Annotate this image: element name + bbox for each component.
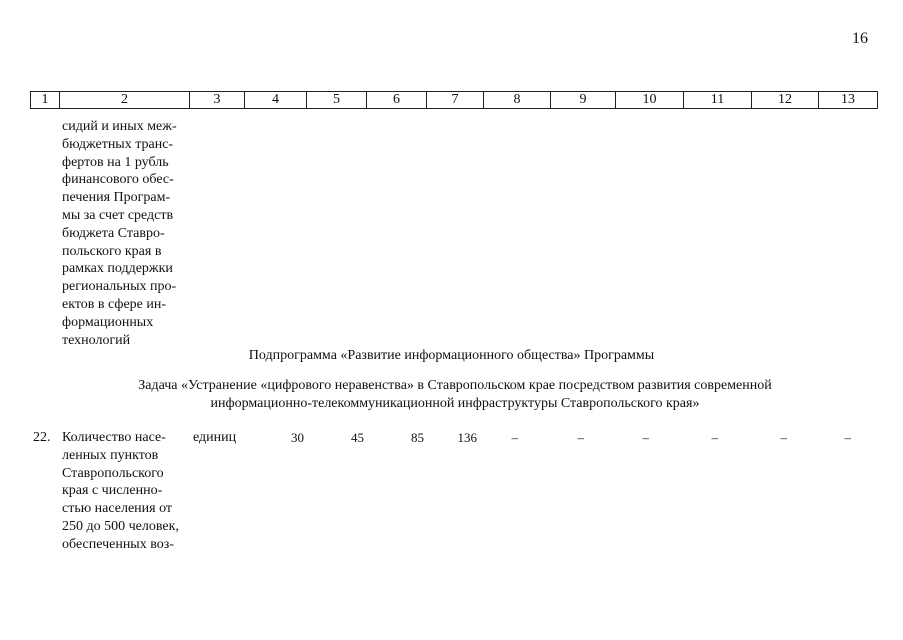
column-number: 13 bbox=[819, 92, 878, 109]
value-cell: – bbox=[844, 430, 851, 445]
unit-of-measure: единиц bbox=[193, 430, 237, 445]
task-title bbox=[100, 377, 810, 413]
text-line: печения Програм- bbox=[62, 190, 171, 206]
text-line: финансового обес- bbox=[62, 172, 174, 188]
row-number: 22. bbox=[33, 430, 51, 445]
text-line: Количество насе- bbox=[62, 430, 166, 445]
column-number: 9 bbox=[551, 92, 616, 109]
text-line: ектов в сфере ин- bbox=[62, 296, 167, 312]
task-title-line: Задача «Устранение «цифрового неравенства» в Ставропольском крае посредством развития современной bbox=[138, 378, 772, 393]
text-line: ленных пунктов bbox=[62, 447, 159, 463]
text-line: формационных bbox=[62, 314, 154, 330]
value-cell: 136 bbox=[457, 430, 477, 445]
value-cell: 85 bbox=[411, 430, 424, 445]
column-number: 8 bbox=[484, 92, 551, 109]
text-line: мы за счет средств bbox=[62, 207, 174, 223]
value-cell: 45 bbox=[351, 430, 364, 445]
text-line: региональных про- bbox=[62, 279, 177, 295]
column-number: 12 bbox=[752, 92, 819, 109]
page-number: 16 bbox=[852, 30, 868, 47]
text-line: 250 до 500 человек, bbox=[62, 518, 179, 534]
text-line: бюджетных транс- bbox=[62, 136, 174, 152]
column-number: 1 bbox=[31, 92, 60, 109]
value-cell: – bbox=[780, 430, 787, 445]
text-line: бюджета Ставро- bbox=[62, 225, 165, 241]
column-number: 7 bbox=[427, 92, 484, 109]
column-number-header bbox=[30, 91, 878, 109]
column-number: 3 bbox=[190, 92, 245, 109]
subprogram-title: Подпрограмма «Развитие информационного общества» Программы bbox=[248, 348, 655, 363]
column-number: 10 bbox=[616, 92, 684, 109]
value-cell: – bbox=[511, 430, 518, 445]
text-line: обеспеченных воз- bbox=[62, 536, 174, 552]
column-number: 6 bbox=[367, 92, 427, 109]
value-cell: – bbox=[711, 430, 718, 445]
text-line: края с численно- bbox=[62, 483, 163, 499]
column-number: 4 bbox=[245, 92, 307, 109]
text-line: технологий bbox=[62, 332, 131, 348]
text-line: польского края в bbox=[62, 243, 162, 259]
column-number: 5 bbox=[307, 92, 367, 109]
continued-indicator-name bbox=[62, 118, 188, 349]
text-line: фертов на 1 рубль bbox=[62, 154, 169, 170]
task-title-line: информационно-телекоммуникационной инфраструктуры Ставропольского края» bbox=[210, 396, 700, 411]
column-number: 2 bbox=[60, 92, 190, 109]
column-number: 11 bbox=[684, 92, 752, 109]
text-line: стью населения от bbox=[62, 501, 173, 517]
indicator-name bbox=[62, 429, 188, 554]
text-line: рамках поддержки bbox=[62, 261, 173, 277]
text-line: Ставропольского bbox=[62, 465, 164, 481]
value-cell: 30 bbox=[291, 430, 304, 445]
value-cell: – bbox=[577, 430, 584, 445]
value-cell: – bbox=[642, 430, 649, 445]
text-line: сидий и иных меж- bbox=[62, 119, 177, 134]
